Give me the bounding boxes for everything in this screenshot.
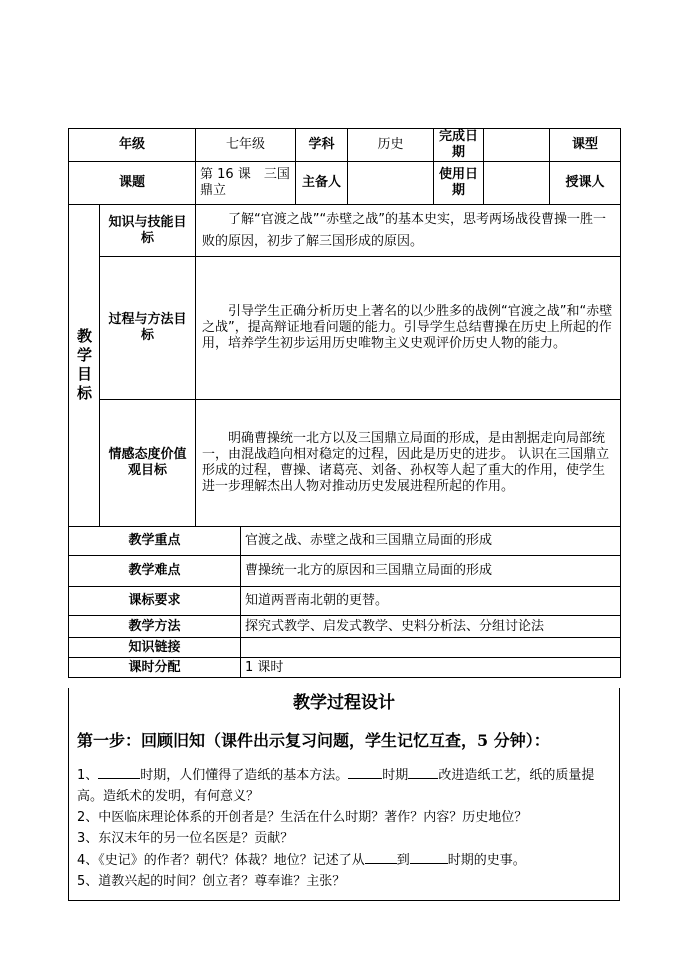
question-2: 2、中医临床理论体系的开创者是？生活在什么时期？著作？内容？历史地位？	[77, 810, 528, 825]
curriculum-label: 课标要求	[69, 587, 241, 616]
blank-field	[98, 764, 140, 779]
preparer-value	[348, 162, 434, 205]
use-date-value	[484, 162, 550, 205]
question-3: 3、东汉末年的另一位名医是？贡献？	[77, 831, 294, 846]
key-point-value: 官渡之战、赤壁之战和三国鼎立局面的形成	[241, 527, 621, 556]
lesson-plan-page	[68, 128, 620, 901]
step-one-title: 第一步：回顾旧知（课件出示复习问题，学生记忆互查，5 分钟）：	[77, 731, 550, 750]
objectives-section-cell	[69, 205, 100, 527]
review-questions	[77, 764, 619, 892]
difficulty-label: 教学难点	[69, 556, 241, 587]
knowledge-link-value	[241, 638, 621, 658]
curriculum-value: 知道两晋南北朝的更替。	[241, 587, 621, 616]
preparer-label: 主备人	[296, 162, 348, 205]
grade-value: 七年级	[196, 129, 296, 162]
subject-label: 学科	[296, 129, 348, 162]
teaching-process-box	[68, 688, 620, 901]
key-point-label: 教学重点	[69, 527, 241, 556]
teacher-label: 授课人	[550, 162, 621, 205]
time-allocation-label: 课时分配	[69, 658, 241, 678]
objectives-section-label: 教学目标	[75, 327, 93, 404]
blank-field	[348, 764, 382, 779]
lesson-plan-table	[68, 128, 621, 678]
knowledge-link-label: 知识链接	[69, 638, 241, 658]
topic-value: 第 16 课 三国鼎立	[196, 162, 296, 205]
objective-text-attitude: 明确曹操统一北方以及三国鼎立局面的形成，是由割据走向局部统一，由混战趋向相对稳定的过程，因此是历史的进步。 认识在三国鼎立形成的过程，曹操、诸葛亮、刘备、孙权等人起了重大的作用，使学生进一步理解杰出人物对推动历史发展进程所起的作用。	[196, 400, 621, 527]
question-4: 4、《史记》的作者？朝代？体裁？地位？记述了从 到 时期的史事。	[77, 849, 611, 871]
difficulty-value: 曹操统一北方的原因和三国鼎立局面的形成	[241, 556, 621, 587]
grade-label: 年级	[69, 129, 196, 162]
objective-label-knowledge: 知识与技能目标	[100, 205, 196, 257]
objective-label-attitude: 情感态度价值观目标	[100, 400, 196, 527]
use-date-label: 使用日期	[434, 162, 484, 205]
method-value: 探究式教学、启发式教学、史料分析法、分组讨论法	[241, 616, 621, 638]
objective-text-process: 引导学生正确分析历史上著名的以少胜多的战例“官渡之战”和“赤壁之战”，提高辩证地看问题的能力。引导学生总结曹操在历史上所起的作用，培养学生初步运用历史唯物主义史观评价历史人物的能力。	[196, 257, 621, 400]
blank-field	[408, 764, 438, 779]
question-1: 1、 时期，人们懂得了造纸的基本方法。 时期 改进造纸工艺，纸的质量提高。造纸术的发明，有何意义？	[77, 764, 611, 807]
finish-date-label: 完成日期	[434, 129, 484, 162]
time-allocation-value: 1 课时	[241, 658, 621, 678]
blank-field	[410, 849, 448, 864]
lesson-type-label: 课型	[550, 129, 621, 162]
topic-label: 课题	[69, 162, 196, 205]
question-5: 5、道教兴起的时间？创立者？尊奉谁？主张？	[77, 874, 346, 889]
finish-date-value	[484, 129, 550, 162]
subject-value: 历史	[348, 129, 434, 162]
objective-label-process: 过程与方法目标	[100, 257, 196, 400]
process-title: 教学过程设计	[293, 693, 395, 713]
method-label: 教学方法	[69, 616, 241, 638]
blank-field	[365, 849, 397, 864]
objective-text-knowledge: 了解“官渡之战”“赤壁之战”的基本史实，思考两场战役曹操一胜一败的原因，初步了解三国形成的原因。	[196, 205, 621, 257]
